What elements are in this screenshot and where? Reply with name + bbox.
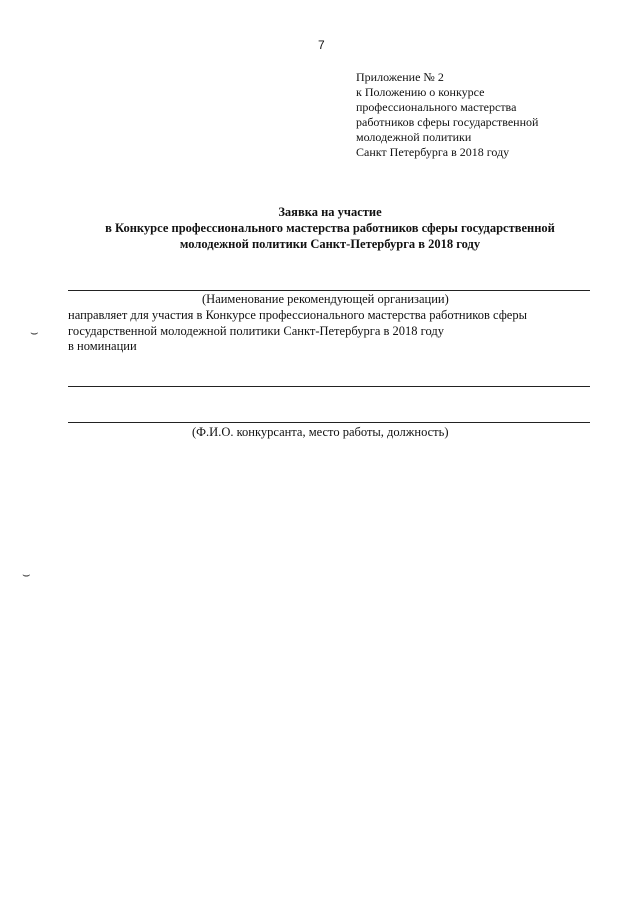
body-line: направляет для участия в Конкурсе профессионального мастерства работников сферы [68,308,528,322]
contestant-caption: (Ф.И.О. конкурсанта, место работы, должность) [192,425,449,439]
page-number: 7 [318,38,325,52]
annex-line: Приложение № 2 [356,70,444,84]
margin-mark: ⌣ [30,326,39,341]
annex-line: молодежной политики [356,130,472,144]
title-line: Заявка на участие [278,205,382,219]
organization-caption: (Наименование рекомендующей организации) [202,292,449,306]
margin-mark: ⌣ [22,568,31,583]
annex-line: к Положению о конкурсе [356,85,485,99]
annex-line: профессионального мастерства [356,100,517,114]
document-title [60,204,600,252]
title-line: в Конкурсе профессионального мастерства работников сферы государственной [105,221,555,235]
annex-line: Санкт Петербурга в 2018 году [356,145,510,159]
body-line: государственной молодежной политики Санкт-Петербурга в 2018 году [68,323,444,338]
body-line: в номинации [68,339,137,353]
nomination-field-line[interactable] [68,386,590,387]
contestant-field-line[interactable] [68,422,590,423]
organization-field-line[interactable] [68,290,590,291]
application-body [68,308,588,355]
annex-block [356,70,596,160]
title-line: молодежной политики Санкт-Петербурга в 2018 году [179,237,481,251]
annex-line: работников сферы государственной [356,115,539,129]
